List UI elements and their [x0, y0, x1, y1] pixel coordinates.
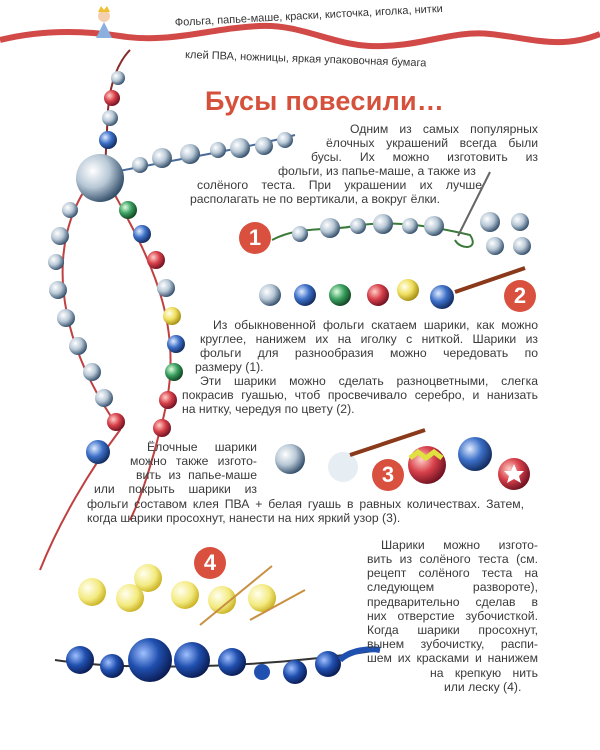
- section2-line: покрасив гуашью, чтоб просвечивало серебро, и нанизать: [182, 388, 538, 402]
- step-number-1: 1: [239, 222, 271, 254]
- step-number-4: 4: [194, 547, 226, 579]
- step-number-2: 2: [504, 280, 536, 312]
- fairy-icon: [96, 6, 112, 38]
- section3-line: Ёлочные шарики: [147, 440, 257, 454]
- intro-line: ёлочных украшений всегда были: [326, 136, 538, 150]
- section4-line: Шарики можно изгото-: [381, 538, 538, 552]
- intro-line: фольги, из папье-маше, а также из: [278, 164, 476, 178]
- section3-line: вить из папье-маше: [136, 468, 257, 482]
- section2-line: размеру (1).: [195, 360, 264, 374]
- page-title: Бусы повесили…: [205, 86, 445, 116]
- section4-line: вынем зубочистку, распи-: [367, 637, 538, 651]
- section4-line: вить из солёного теста (см.: [367, 552, 538, 566]
- section4-line: Когда шарики просохнут,: [367, 623, 538, 637]
- materials-line1: Фольга, папье-маше, краски, кисточка, иголка, нитки: [174, 2, 444, 29]
- section4-line: шем их красками и нанижем: [367, 651, 538, 665]
- section2-line: Из обыкновенной фольги скатаем шарики, как можно: [213, 318, 538, 332]
- section4-line: на крепкую нить: [430, 666, 538, 680]
- section3-line: фольги составом клея ПВА + белая гуашь в равных количествах. Затем,: [87, 497, 524, 511]
- section3-line: когда шарики просохнут, нанести на них яркий узор (3).: [87, 511, 401, 525]
- section2-line: на нитку, чередуя по цвету (2).: [182, 402, 355, 416]
- section2-line: круглее, нанижем их на иголку с ниткой. Шарики из: [200, 332, 538, 346]
- section4-line: или леску (4).: [444, 680, 522, 694]
- intro-line: бусы. Их можно изготовить из: [311, 150, 538, 164]
- section4-line: них отверстие зубочисткой.: [367, 609, 538, 623]
- section2-line: Эти шарики можно сделать разноцветными, слегка: [200, 374, 538, 388]
- header-ribbon: [0, 3, 600, 69]
- intro-line: солёного теста. При украшении их лучше: [197, 178, 482, 192]
- section4-line: рецепт солёного теста на: [367, 566, 538, 580]
- materials-line2: клей ПВА, ножницы, яркая упаковочная бумага: [184, 49, 427, 70]
- step-number-3: 3: [372, 459, 404, 491]
- step4-beads: [55, 564, 380, 684]
- section3-line: можно также изгото-: [130, 454, 257, 468]
- intro-line: Одним из самых популярных: [350, 122, 538, 136]
- step2-beads: [259, 268, 525, 309]
- section4-line: предварительно сделав в: [367, 595, 538, 609]
- section4-line: следующем развороте),: [367, 580, 538, 594]
- section2-line: фольги для разнообразия можно чередовать по: [200, 346, 538, 360]
- intro-line: располагать не по вертикали, а вокруг ёлки.: [190, 192, 440, 206]
- section3-line: или покрыть шарики из: [94, 482, 257, 496]
